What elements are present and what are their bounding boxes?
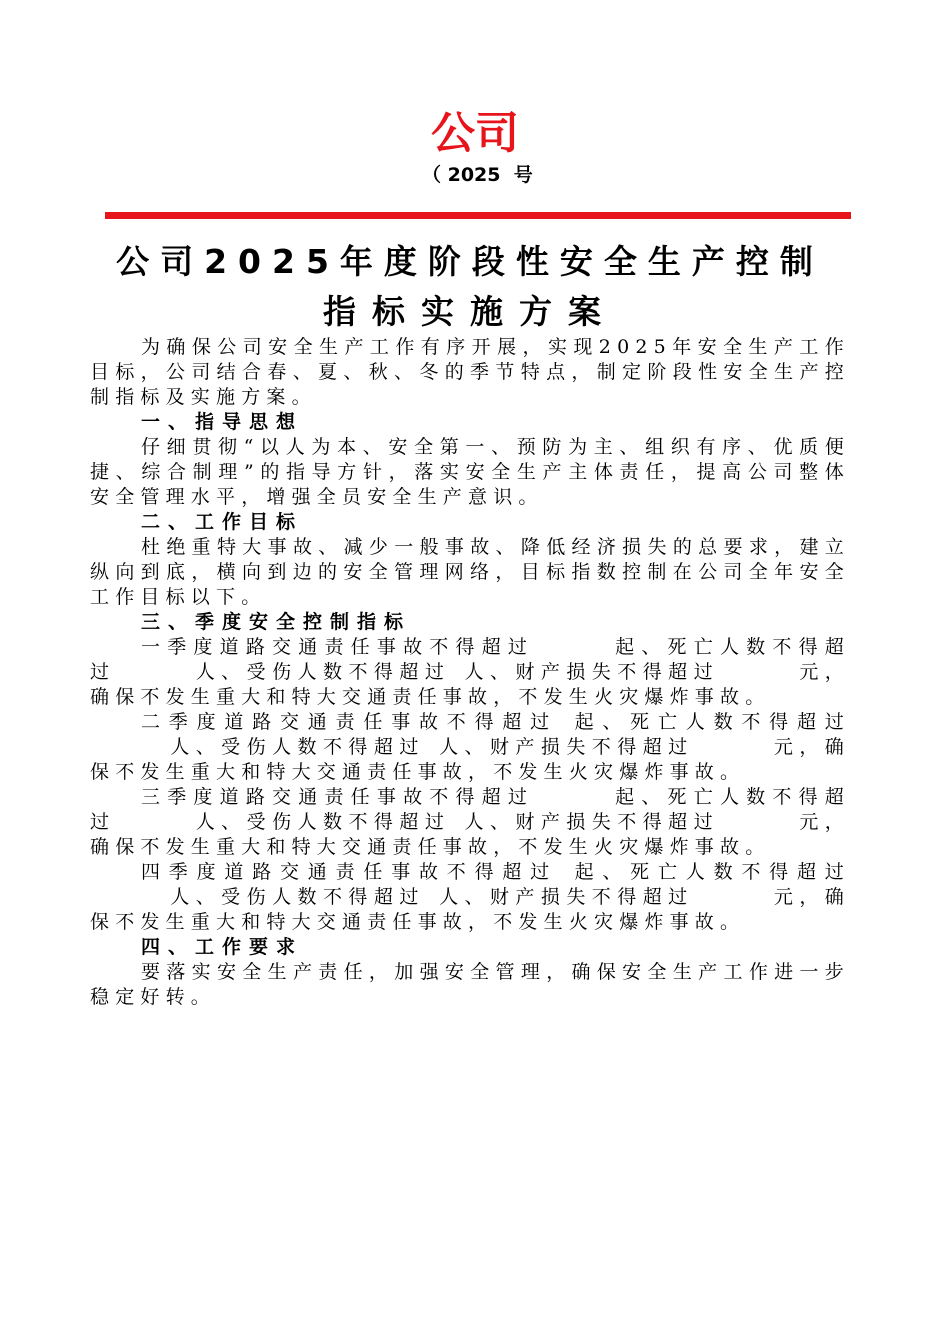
q4-text-b: 起、死亡人数不得超过 bbox=[571, 861, 850, 883]
q2-text-e: 元，确保不发生重大和特大交通责任事故，不发生火灾爆炸事故。 bbox=[90, 736, 850, 783]
q1-paragraph bbox=[90, 635, 850, 710]
q2-text-a: 二季度道路交通责任事故不得超过 bbox=[141, 711, 558, 733]
q3-paragraph bbox=[90, 785, 850, 860]
section-1-text: 仔细贯彻“以人为本、安全第一、预防为主、组织有序、优质便捷、综合制理”的指导方针，落实安全生产主体责任，提高公司整体安全管理水平，增强全员安全生产意识。 bbox=[90, 436, 850, 508]
section-4-heading: 四、工作要求 bbox=[141, 936, 304, 958]
document-title-line-1: 公司2025年度阶段性安全生产控制 bbox=[116, 242, 824, 281]
red-header-rule bbox=[105, 212, 851, 219]
org-name: 公司 bbox=[431, 108, 519, 159]
q1-text-e: 元，确保不发生重大和特大交通责任事故，不发生火灾爆炸事故。 bbox=[90, 661, 851, 708]
q4-text-e: 元，确保不发生重大和特大交通责任事故，不发生火灾爆炸事故。 bbox=[90, 886, 850, 933]
section-2-text: 杜绝重特大事故、减少一般事故、降低经济损失的总要求，建立纵向到底，横向到边的安全管理网络，目标指数控制在公司全年安全工作目标以下。 bbox=[90, 536, 850, 608]
document-number: （ 2025 号 bbox=[422, 164, 533, 186]
q1-text-d: 人、财产损失不得超过 bbox=[464, 661, 720, 683]
intro-paragraph: 为确保公司安全生产工作有序开展，实现2025年安全生产工作目标，公司结合春、夏、秋、冬的季节特点，制定阶段性安全生产控制指标及实施方案。 bbox=[90, 336, 850, 408]
q3-text-d: 人、财产损失不得超过 bbox=[464, 811, 720, 833]
q4-text-d: 人、财产损失不得超过 bbox=[438, 886, 694, 908]
document-body bbox=[90, 335, 850, 1010]
q2-text-b: 起、死亡人数不得超过 bbox=[571, 711, 850, 733]
q1-text-a: 一季度道路交通责任事故不得超过 bbox=[141, 636, 535, 658]
q1-text-b: 起、死亡人数不得超过 bbox=[90, 636, 850, 683]
section-3-heading: 三、季度安全控制指标 bbox=[141, 611, 412, 633]
q3-text-e: 元，确保不发生重大和特大交通责任事故，不发生火灾爆炸事故。 bbox=[90, 811, 851, 858]
section-1-heading: 一、指导思想 bbox=[141, 411, 304, 433]
q4-text-a: 四季度道路交通责任事故不得超过 bbox=[141, 861, 558, 883]
section-2-heading: 二、工作目标 bbox=[141, 511, 304, 533]
q2-text-c: 人、受伤人数不得超过 bbox=[170, 736, 425, 758]
q2-paragraph bbox=[90, 710, 850, 785]
q2-text-d: 人、财产损失不得超过 bbox=[438, 736, 694, 758]
document-title-line-2: 指标实施方案 bbox=[323, 292, 617, 331]
q3-text-c: 人、受伤人数不得超过 bbox=[195, 811, 451, 833]
q3-text-a: 三季度道路交通责任事故不得超过 bbox=[141, 786, 535, 808]
q3-text-b: 起、死亡人数不得超过 bbox=[90, 786, 850, 833]
q4-paragraph bbox=[90, 860, 850, 935]
q1-text-c: 人、受伤人数不得超过 bbox=[195, 661, 451, 683]
section-4-text: 要落实安全生产责任，加强安全管理，确保安全生产工作进一步稳定好转。 bbox=[90, 961, 850, 1008]
q4-text-c: 人、受伤人数不得超过 bbox=[170, 886, 425, 908]
